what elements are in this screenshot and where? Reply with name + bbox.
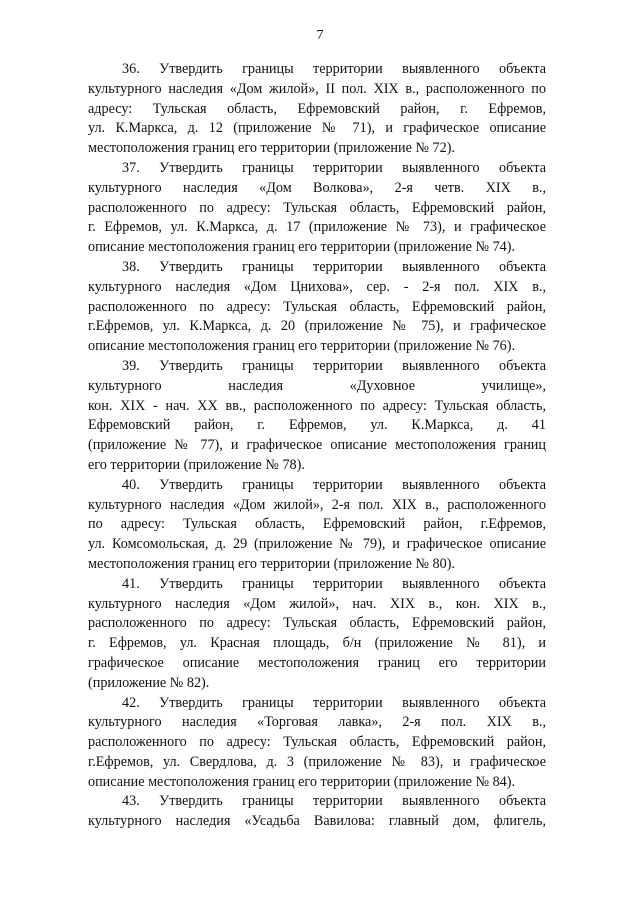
text-line: г.Ефремов, ул. Свердлова, д. 3 (приложение № 83), и графическое — [88, 753, 546, 770]
text-line: 36. Утвердить границы территории выявленного объекта — [122, 61, 546, 77]
text-line: описание местоположения границ его территории (приложение № 76). — [88, 338, 516, 355]
text-line: ул. К.Маркса, д. 12 (приложение № 71), и графическое описание — [88, 120, 546, 137]
text-line: 38. Утвердить границы территории выявленного объекта — [122, 258, 546, 275]
document-body — [88, 60, 546, 832]
text-line: культурного наследия «Дом жилой», 2-я пол. XIX в., расположенного — [88, 496, 546, 513]
text-line: культурного наследия «Дом жилой», II пол. XIX в., расположенного по — [88, 80, 546, 97]
text-line: ул. Комсомольская, д. 29 (приложение № 79), и графическое описание — [88, 536, 546, 553]
text-line: 40. Утвердить границы территории выявленного объекта — [122, 476, 546, 493]
paragraph-item — [88, 159, 546, 258]
paragraph-item — [88, 792, 546, 832]
text-line: описание местоположения границ его территории (приложение № 74). — [88, 239, 516, 256]
paragraph-item — [88, 357, 546, 476]
text-line: 42. Утвердить границы территории выявленного объекта — [122, 694, 546, 711]
text-line: по адресу: Тульская область, Ефремовский район, г.Ефремов, — [88, 516, 546, 533]
text-line: Ефремовский район, г. Ефремов, ул. К.Маркса, д. 41 — [88, 417, 546, 434]
text-line: культурного наследия «Духовное училище», — [88, 377, 546, 394]
text-line: графическое описание местоположения границ его территории — [88, 654, 546, 671]
text-line: культурного наследия «Дом Цнихова», сер. - 2-я пол. XIX в., — [88, 278, 546, 295]
text-line: (приложение № 77), и графическое описание местоположения границ — [88, 437, 546, 454]
text-line: расположенного по адресу: Тульская область, Ефремовский район, — [88, 199, 546, 216]
text-line: описание местоположения границ его территории (приложение № 84). — [88, 773, 516, 790]
text-line: г. Ефремов, ул. К.Маркса, д. 17 (приложение № 73), и графическое — [88, 219, 546, 236]
text-line: 37. Утвердить границы территории выявленного объекта — [122, 159, 546, 176]
text-line: местоположения границ его территории (приложение № 80). — [88, 555, 455, 572]
text-line: расположенного по адресу: Тульская область, Ефремовский район, — [88, 615, 546, 632]
text-line: 41. Утвердить границы территории выявленного объекта — [122, 575, 546, 592]
text-line: его территории (приложение № 78). — [88, 456, 305, 473]
paragraph-item — [88, 575, 546, 694]
paragraph-item — [88, 694, 546, 793]
paragraph-item — [88, 258, 546, 357]
text-line: культурного наследия «Усадьба Вавилова: главный дом, флигель, — [88, 813, 546, 830]
paragraph-item — [88, 476, 546, 575]
paragraph-item — [88, 60, 546, 159]
text-line: культурного наследия «Торговая лавка», 2-я пол. XIX в., — [88, 714, 546, 731]
text-line: культурного наследия «Дом жилой», нач. XIX в., кон. XIX в., — [88, 595, 546, 612]
text-line: адресу: Тульская область, Ефремовский район, г. Ефремов, — [88, 100, 546, 117]
text-line: 43. Утвердить границы территории выявленного объекта — [122, 793, 546, 810]
text-line: культурного наследия «Дом Волкова», 2-я четв. XIX в., — [88, 179, 546, 196]
text-line: г. Ефремов, ул. Красная площадь, б/н (приложение № 81), и — [88, 635, 546, 652]
text-line: расположенного по адресу: Тульская область, Ефремовский район, — [88, 298, 546, 315]
text-line: 39. Утвердить границы территории выявленного объекта — [122, 357, 546, 374]
text-line: г.Ефремов, ул. К.Маркса, д. 20 (приложение № 75), и графическое — [88, 318, 546, 335]
text-line: (приложение № 82). — [88, 674, 210, 691]
page-number: 7 — [316, 28, 324, 43]
text-line: местоположения границ его территории (приложение № 72). — [88, 140, 455, 157]
text-line: кон. XIX - нач. XX вв., расположенного по адресу: Тульская область, — [88, 397, 546, 414]
text-line: расположенного по адресу: Тульская область, Ефремовский район, — [88, 734, 546, 751]
